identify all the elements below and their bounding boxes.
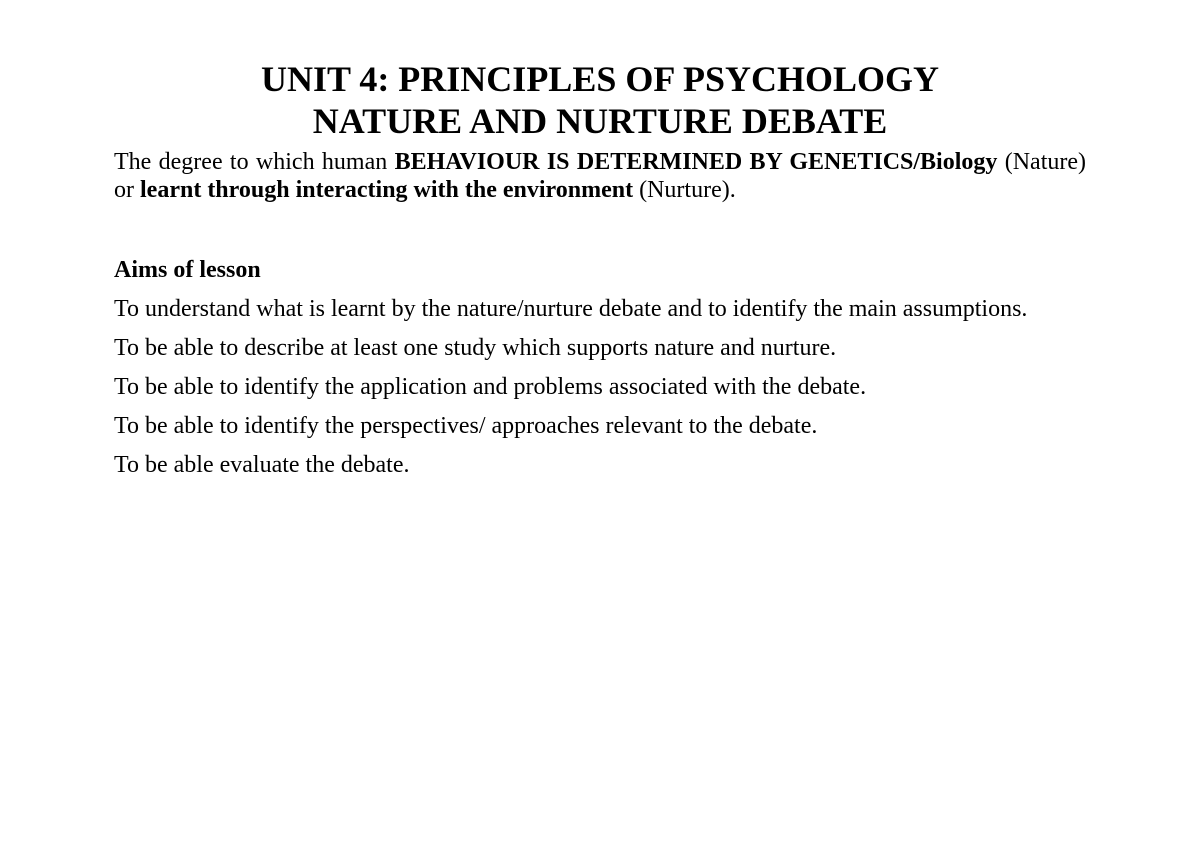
- aim-item: To understand what is learnt by the nature/nurture debate and to identify the main assumptions.: [114, 296, 1028, 322]
- intro-text-1: The degree to which human: [114, 149, 395, 175]
- intro-text-3: (Nurture).: [633, 177, 736, 203]
- document-page: [114, 58, 1086, 479]
- aim-item: To be able to identify the perspectives/ approaches relevant to the debate.: [114, 413, 818, 439]
- aims-heading: Aims of lesson: [114, 257, 261, 283]
- intro-bold-1: BEHAVIOUR IS DETERMINED BY GENETICS/Biology: [394, 149, 998, 175]
- aims-list: [114, 295, 1086, 479]
- aim-item: To be able to describe at least one study which supports nature and nurture.: [114, 335, 837, 361]
- aim-item: To be able to identify the application and problems associated with the debate.: [114, 374, 867, 400]
- intro-text-2: (Nature) or: [114, 149, 1087, 203]
- title-line-2: NATURE AND NURTURE DEBATE: [312, 101, 888, 141]
- document-title: [114, 58, 1086, 142]
- aim-item: To be able evaluate the debate.: [114, 452, 410, 478]
- intro-bold-2: learnt through interacting with the environment: [140, 177, 634, 203]
- title-line-1: UNIT 4: PRINCIPLES OF PSYCHOLOGY: [260, 59, 940, 99]
- intro-paragraph: [114, 148, 1086, 204]
